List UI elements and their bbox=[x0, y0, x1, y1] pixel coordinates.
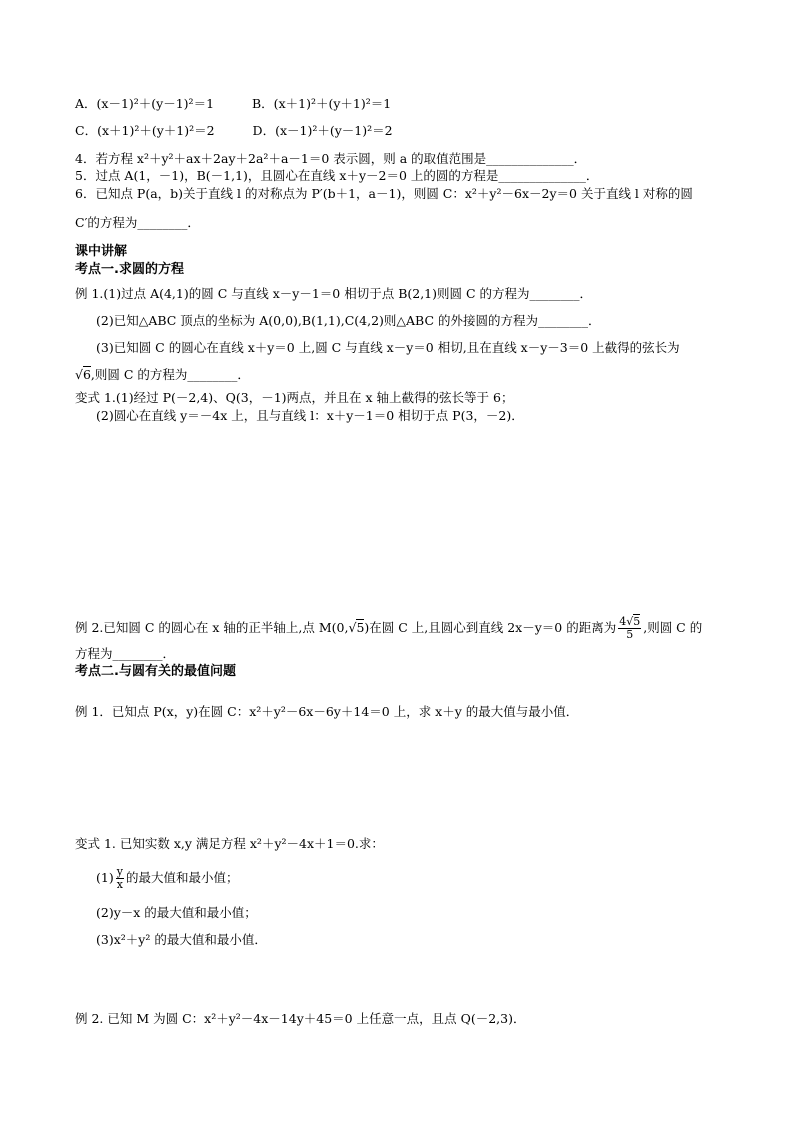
topic-2-variant-1-part-2: (2)y－x 的最大值和最小值； bbox=[96, 905, 257, 920]
example-2-line2: 方程为________． bbox=[75, 646, 176, 661]
option-c: C．(x＋1)²＋(y＋1)²＝2 bbox=[75, 123, 215, 138]
example-1-part-3-line1: (3)已知圆 C 的圆心在直线 x＋y＝0 上,圆 C 与直线 x－y＝0 相切,且在直线 x－y－3＝0 上截得的弦长为 bbox=[96, 340, 680, 355]
topic-2-title: 考点二.与圆有关的最值问题 bbox=[75, 664, 236, 679]
example-2-line1: 例 2.已知圆 C 的圆心在 x 轴的正半轴上,点 M(0,√5)在圆 C 上,且圆心到直线 2x－y＝0 的距离为 $\frac{4√5}{5}$ ,则圆 C 的 bbox=[75, 615, 703, 641]
option-b: B．(x＋1)²＋(y＋1)²＝1 bbox=[252, 96, 392, 111]
topic-2-variant-1: 变式 1. 已知实数 x,y 满足方程 x²＋y²－4x＋1＝0.求： bbox=[75, 836, 384, 851]
sqrt-6: 6 bbox=[82, 367, 91, 382]
topic-1-title: 考点一.求圆的方程 bbox=[75, 262, 184, 277]
fraction-4-sqrt5-over-5: $\frac{4√5}{5}$ bbox=[619, 615, 641, 641]
example-1-part-2: (2)已知△ABC 顶点的坐标为 A(0,0),B(1,1),C(4,2)则△ABC 的外接圆的方程为________． bbox=[96, 313, 601, 328]
question-6-line1: 6．已知点 P(a，b)关于直线 l 的对称点为 P′(b＋1，a－1)，则圆 C：x²＋y²－6x－2y＝0 关于直线 l 对称的圆 bbox=[75, 186, 693, 201]
example-1-part-3-line2: √6,则圆 C 的方程为________． bbox=[75, 367, 250, 382]
example-1-part-1: 例 1.(1)过点 A(4,1)的圆 C 与直线 x－y－1＝0 相切于点 B(2,1)则圆 C 的方程为________． bbox=[75, 286, 593, 301]
fraction-y-over-x: $\frac{y}{x}$ bbox=[116, 865, 123, 891]
option-row-ab bbox=[75, 96, 391, 112]
topic-2-example-1: 例 1．已知点 P(x，y)在圆 C：x²＋y²－6x－6y＋14＝0 上，求 x＋y 的最大值与最小值． bbox=[75, 704, 579, 719]
topic-2-example-2: 例 2. 已知 M 为圆 C：x²＋y²－4x－14y＋45＝0 上任意一点，且点 Q(－2,3)． bbox=[75, 1011, 526, 1026]
variant-1-part-1: 变式 1.(1)经过 P(－2,4)、Q(3，－1)两点，并且在 x 轴上截得的弦长等于 6； bbox=[75, 390, 514, 405]
section-title: 课中讲解 bbox=[75, 244, 128, 259]
sqrt-5: 5 bbox=[356, 620, 365, 635]
topic-2-variant-1-part-1: (1) $\frac{y}{x}$ 的最大值和最小值； bbox=[96, 865, 239, 891]
topic-2-variant-1-part-3: (3)x²＋y² 的最大值和最小值． bbox=[96, 932, 267, 947]
option-row-cd bbox=[75, 123, 393, 139]
question-5: 5．过点 A(1，－1)，B(－1,1)，且圆心在直线 x＋y－2＝0 上的圆的方程是______________． bbox=[75, 168, 599, 183]
option-d: D．(x－1)²＋(y－1)²＝2 bbox=[252, 123, 393, 138]
option-a: A．(x－1)²＋(y－1)²＝1 bbox=[75, 96, 215, 111]
question-4: 4．若方程 x²＋y²＋ax＋2ay＋2a²＋a－1＝0 表示圆，则 a 的取值范围是______________． bbox=[75, 151, 587, 166]
question-6-line2: C′的方程为________． bbox=[75, 215, 200, 230]
variant-1-part-2: (2)圆心在直线 y＝－4x 上，且与直线 l：x＋y－1＝0 相切于点 P(3，－2)． bbox=[96, 408, 524, 423]
